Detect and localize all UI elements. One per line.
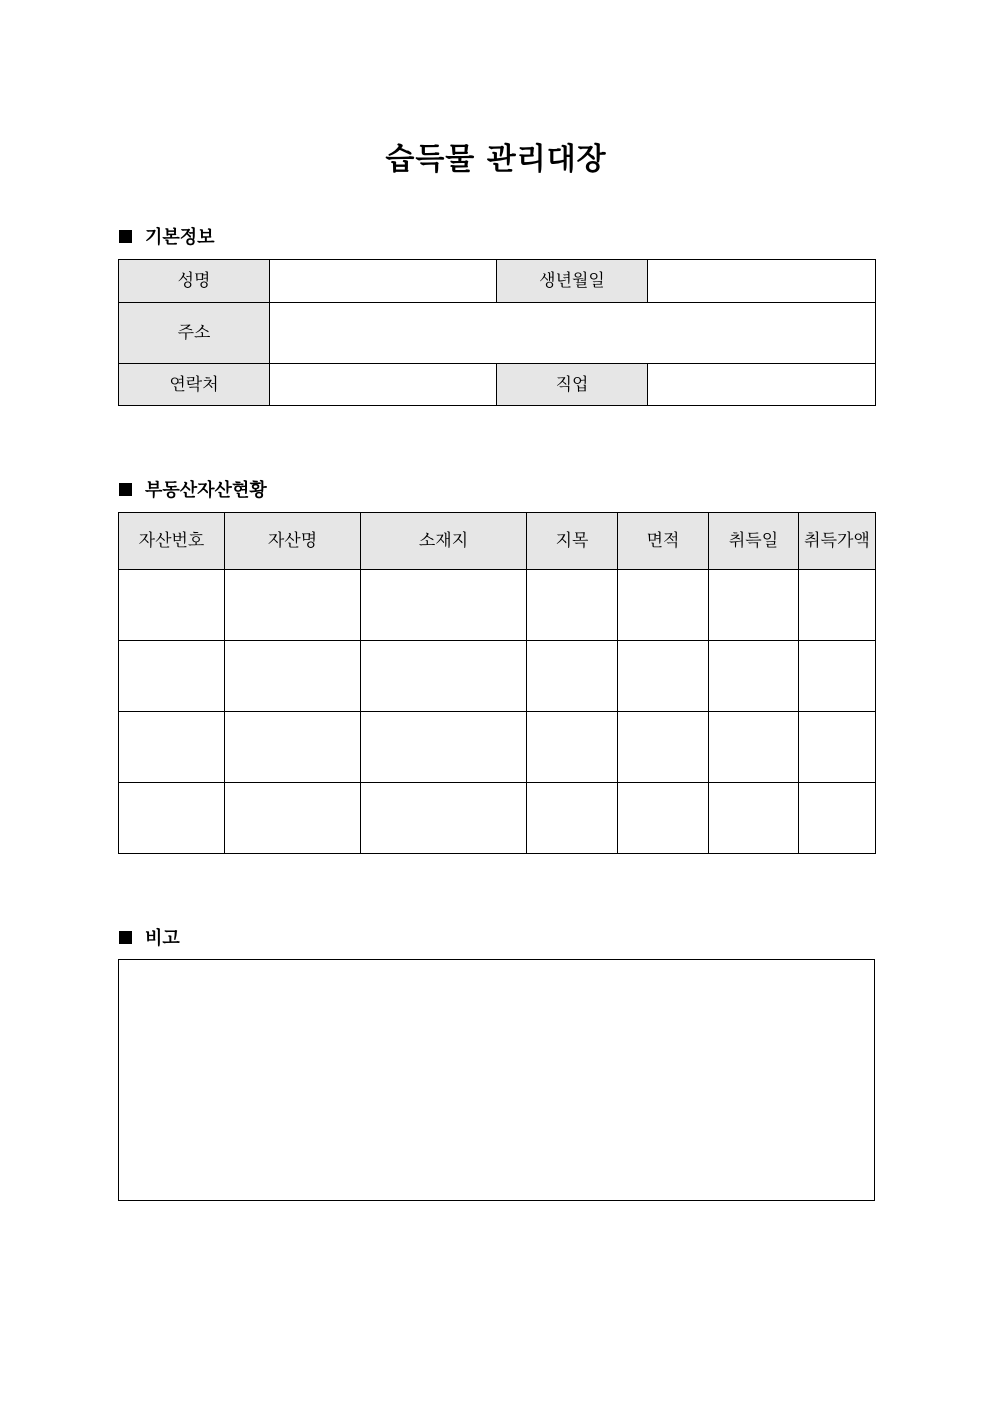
table-cell[interactable]: [709, 783, 799, 854]
section-heading-label: 비고: [145, 928, 180, 949]
table-row: [119, 641, 876, 712]
column-header-land-category: 지목: [527, 513, 618, 570]
table-cell[interactable]: [119, 641, 225, 712]
table-row: [119, 303, 876, 364]
table-row: [119, 783, 876, 854]
table-row: [119, 364, 876, 406]
table-cell[interactable]: [709, 641, 799, 712]
table-cell[interactable]: [225, 712, 361, 783]
table-cell[interactable]: [361, 783, 527, 854]
table-cell[interactable]: [361, 712, 527, 783]
remarks-field[interactable]: [118, 959, 875, 1201]
table-cell[interactable]: [119, 712, 225, 783]
section-heading-remarks: [119, 924, 180, 950]
table-cell[interactable]: [799, 783, 876, 854]
column-header-area: 면적: [618, 513, 709, 570]
table-cell[interactable]: [527, 641, 618, 712]
occupation-field[interactable]: [648, 364, 876, 406]
table-cell[interactable]: [618, 641, 709, 712]
table-cell[interactable]: [225, 783, 361, 854]
section-heading-real-estate: [119, 476, 267, 502]
page-title: 습득물 관리대장: [385, 142, 607, 177]
table-cell[interactable]: [527, 783, 618, 854]
address-label: 주소: [119, 303, 270, 364]
birthdate-label: 생년월일: [497, 260, 648, 303]
table-row: [119, 260, 876, 303]
table-cell[interactable]: [225, 641, 361, 712]
square-bullet-icon: [119, 483, 132, 496]
table-cell[interactable]: [119, 783, 225, 854]
column-header-location: 소재지: [361, 513, 527, 570]
table-cell[interactable]: [361, 641, 527, 712]
table-cell[interactable]: [527, 712, 618, 783]
occupation-label: 직업: [497, 364, 648, 406]
table-cell[interactable]: [709, 712, 799, 783]
table-header-row: [119, 513, 876, 570]
table-cell[interactable]: [527, 570, 618, 641]
table-row: [119, 712, 876, 783]
table-row: [119, 570, 876, 641]
table-cell[interactable]: [119, 570, 225, 641]
column-header-asset-number: 자산번호: [119, 513, 225, 570]
name-label: 성명: [119, 260, 270, 303]
square-bullet-icon: [119, 230, 132, 243]
table-cell[interactable]: [799, 570, 876, 641]
table-cell[interactable]: [618, 712, 709, 783]
column-header-acquisition-date: 취득일: [709, 513, 799, 570]
birthdate-field[interactable]: [648, 260, 876, 303]
real-estate-table: [118, 512, 876, 854]
name-field[interactable]: [270, 260, 497, 303]
table-cell[interactable]: [799, 641, 876, 712]
section-heading-label: 부동산자산현황: [145, 480, 267, 501]
table-cell[interactable]: [709, 570, 799, 641]
contact-field[interactable]: [270, 364, 497, 406]
table-cell[interactable]: [618, 570, 709, 641]
table-cell[interactable]: [618, 783, 709, 854]
contact-label: 연락처: [119, 364, 270, 406]
table-cell[interactable]: [799, 712, 876, 783]
table-cell[interactable]: [361, 570, 527, 641]
section-heading-basic-info: [119, 223, 215, 249]
basic-info-table: [118, 259, 876, 406]
column-header-acquisition-price: 취득가액: [799, 513, 876, 570]
section-heading-label: 기본정보: [145, 227, 215, 248]
square-bullet-icon: [119, 931, 132, 944]
table-cell[interactable]: [225, 570, 361, 641]
address-field[interactable]: [270, 303, 876, 364]
column-header-asset-name: 자산명: [225, 513, 361, 570]
